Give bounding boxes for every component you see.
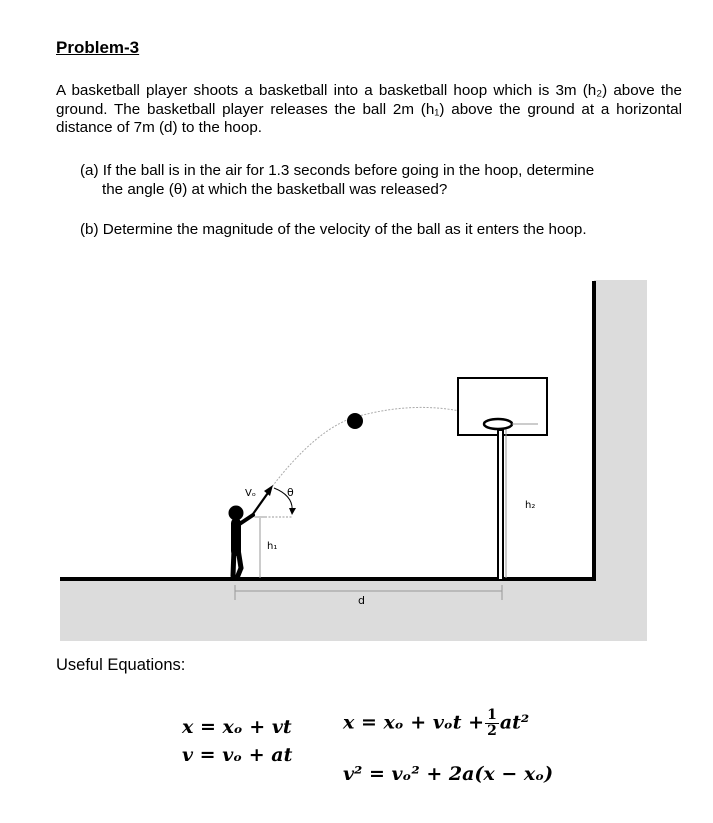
theta-label: θ [287,486,294,499]
question-a-line1: (a) If the ball is in the air for 1.3 seconds before going in the hoop, determine [80,162,595,179]
one-half-fraction: $\frac{1}{2}$ [487,707,497,739]
d-label: d [358,594,365,607]
equation-velocity-squared: v² = vₒ² + 2a(x − xₒ) [343,763,554,785]
hoop-rim [484,419,512,429]
wall-shading [594,280,647,581]
question-b: (b) Determine the magnitude of the velocity of the ball as it enters the hoop. [80,221,587,238]
h2-label: h₂ [525,500,536,511]
basketball [347,413,363,429]
player-figure [229,506,254,579]
velocity-arrowhead [264,485,273,496]
equation-position-acceleration-left: x = xₒ + vₒt + [343,711,485,734]
useful-equations-heading: Useful Equations: [56,656,186,674]
problem-title: Problem-3 [56,38,140,57]
ground-shading [60,580,647,641]
h1-label: h₁ [267,541,278,552]
theta-arrowhead [289,508,296,515]
equation-velocity-time: v = vₒ + at [182,744,293,766]
question-a-line2: the angle (θ) at which the basketball was released? [102,180,448,198]
problem-statement: A basketball player shoots a basketball into a basketball hoop which is 3m (h₂) above the ground. The basketball player releases the ball 2m (h₁) above the ground at a horizontal distance of 7m (d) to the hoop. [56,82,682,136]
v0-label: Vₒ [245,488,256,499]
hoop-pole [498,430,503,580]
equation-position-velocity: x = xₒ + vt [182,716,292,738]
equation-position-acceleration-right: at² [499,711,530,734]
equation-position-acceleration [343,708,529,739]
